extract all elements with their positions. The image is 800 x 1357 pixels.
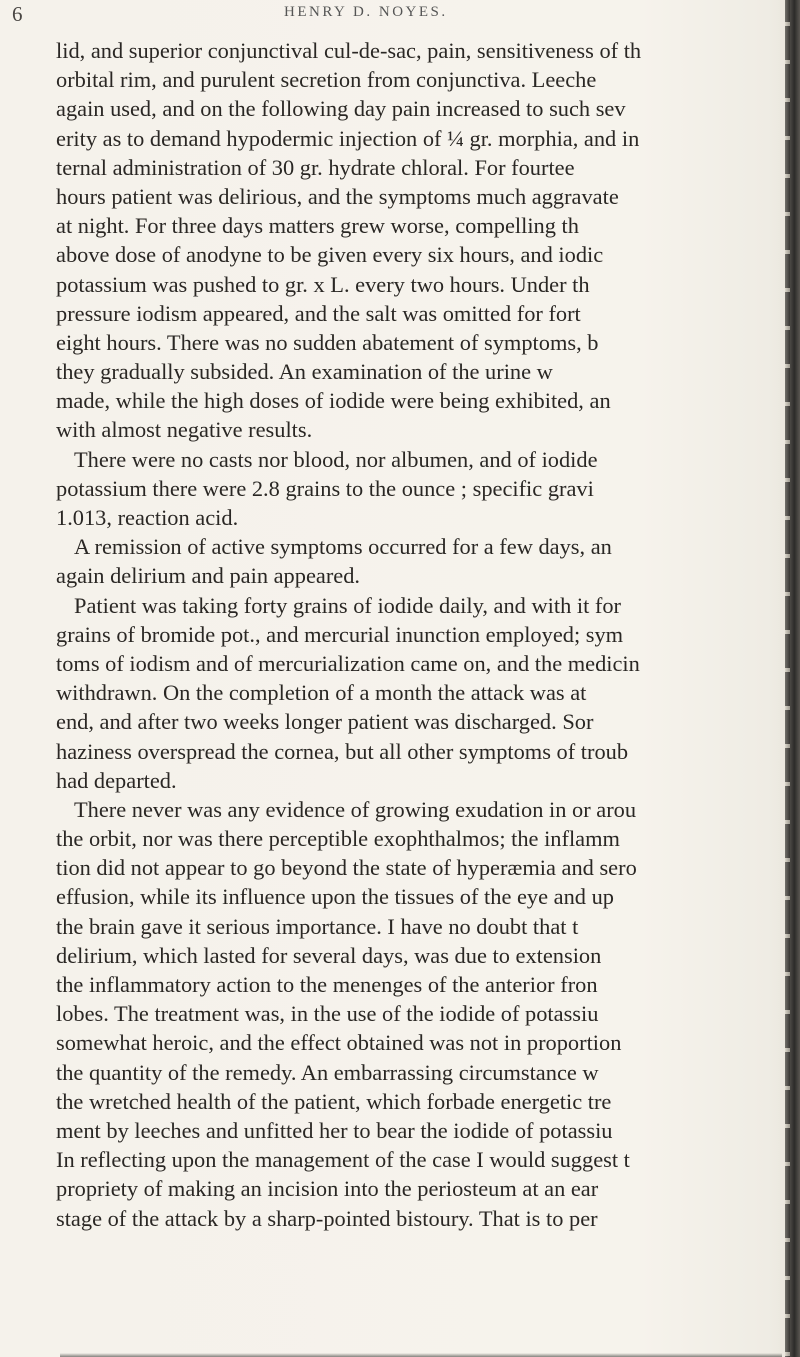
text-line: Patient was taking forty grains of iodide daily, and with it for: [74, 592, 622, 618]
text-line: There were no casts nor blood, nor albumen, and of iodide: [74, 446, 598, 472]
page-bottom-shadow: [60, 1353, 782, 1357]
text-line: In reflecting upon the management of the case I would suggest t: [56, 1147, 630, 1173]
text-line: erity as to demand hypodermic injection of ¼ gr. morphia, and in: [56, 125, 640, 151]
text-line: 1.013, reaction acid.: [56, 505, 239, 530]
text-line: ternal administration of 30 gr. hydrate chloral. For fourtee: [56, 154, 575, 180]
text-line: the wretched health of the patient, which forbade energetic tre: [56, 1088, 612, 1114]
running-head: HENRY D. NOYES.: [284, 4, 448, 20]
text-line: stage of the attack by a sharp-pointed bistoury. That is to per: [56, 1205, 598, 1231]
body-text: [56, 36, 784, 1352]
text-line: the brain gave it serious importance. I have no doubt that t: [56, 913, 579, 939]
text-line: the orbit, nor was there perceptible exophthalmos; the inflamm: [56, 826, 620, 852]
page-header: [0, 2, 800, 26]
text-line: ment by leeches and unfitted her to bear the iodide of potassiu: [56, 1117, 613, 1143]
text-line: There never was any evidence of growing exudation in or arou: [74, 796, 637, 822]
text-line: potassium was pushed to gr. x L. every two hours. Under th: [56, 271, 590, 297]
text-line: lobes. The treatment was, in the use of the iodide of potassiu: [56, 1001, 599, 1027]
text-line: the quantity of the remedy. An embarrassing circumstance w: [56, 1059, 599, 1085]
text-line: effusion, while its influence upon the tissues of the eye and up: [56, 884, 614, 910]
text-line: withdrawn. On the completion of a month the attack was at: [56, 680, 587, 706]
text-line: again delirium and pain appeared.: [56, 563, 361, 589]
text-line: somewhat heroic, and the effect obtained was not in proportion: [56, 1030, 622, 1056]
text-line: made, while the high doses of iodide were being exhibited, an: [56, 388, 611, 414]
text-line: toms of iodism and of mercurialization came on, and the medicin: [56, 650, 640, 676]
text-line: lid, and superior conjunctival cul-de-sac, pain, sensitiveness of th: [56, 38, 642, 63]
text-line: above dose of anodyne to be given every six hours, and iodic: [56, 242, 604, 268]
text-line: grains of bromide pot., and mercurial inunction employed; sym: [56, 621, 624, 647]
text-line: they gradually subsided. An examination of the urine w: [56, 359, 553, 385]
text-line: haziness overspread the cornea, but all other symptoms of troub: [56, 738, 629, 764]
text-line: had departed.: [56, 767, 177, 793]
text-line: propriety of making an incision into the periosteum at an ear: [56, 1176, 599, 1202]
page-edge-texture: [785, 0, 790, 1357]
text-line: hours patient was delirious, and the symptoms much aggravate: [56, 183, 619, 209]
text-line: pressure iodism appeared, and the salt was omitted for fort: [56, 300, 581, 326]
text-line: tion did not appear to go beyond the state of hyperæmia and sero: [56, 855, 637, 881]
text-line: potassium there were 2.8 grains to the ounce ; specific gravi: [56, 475, 594, 501]
page-number: 6: [12, 2, 23, 26]
text-line: eight hours. There was no sudden abatement of symptoms, b: [56, 329, 599, 355]
text-line: end, and after two weeks longer patient was discharged. Sor: [56, 709, 594, 735]
text-line: again used, and on the following day pain increased to such sev: [56, 96, 626, 122]
text-line: with almost negative results.: [56, 417, 313, 443]
text-line: at night. For three days matters grew worse, compelling th: [56, 213, 579, 239]
text-line: delirium, which lasted for several days, was due to extension: [56, 942, 602, 968]
text-line: the inflammatory action to the menenges of the anterior fron: [56, 972, 598, 997]
text-line: orbital rim, and purulent secretion from conjunctiva. Leeche: [56, 67, 597, 93]
text-line: A remission of active symptoms occurred for a few days, an: [74, 534, 612, 560]
